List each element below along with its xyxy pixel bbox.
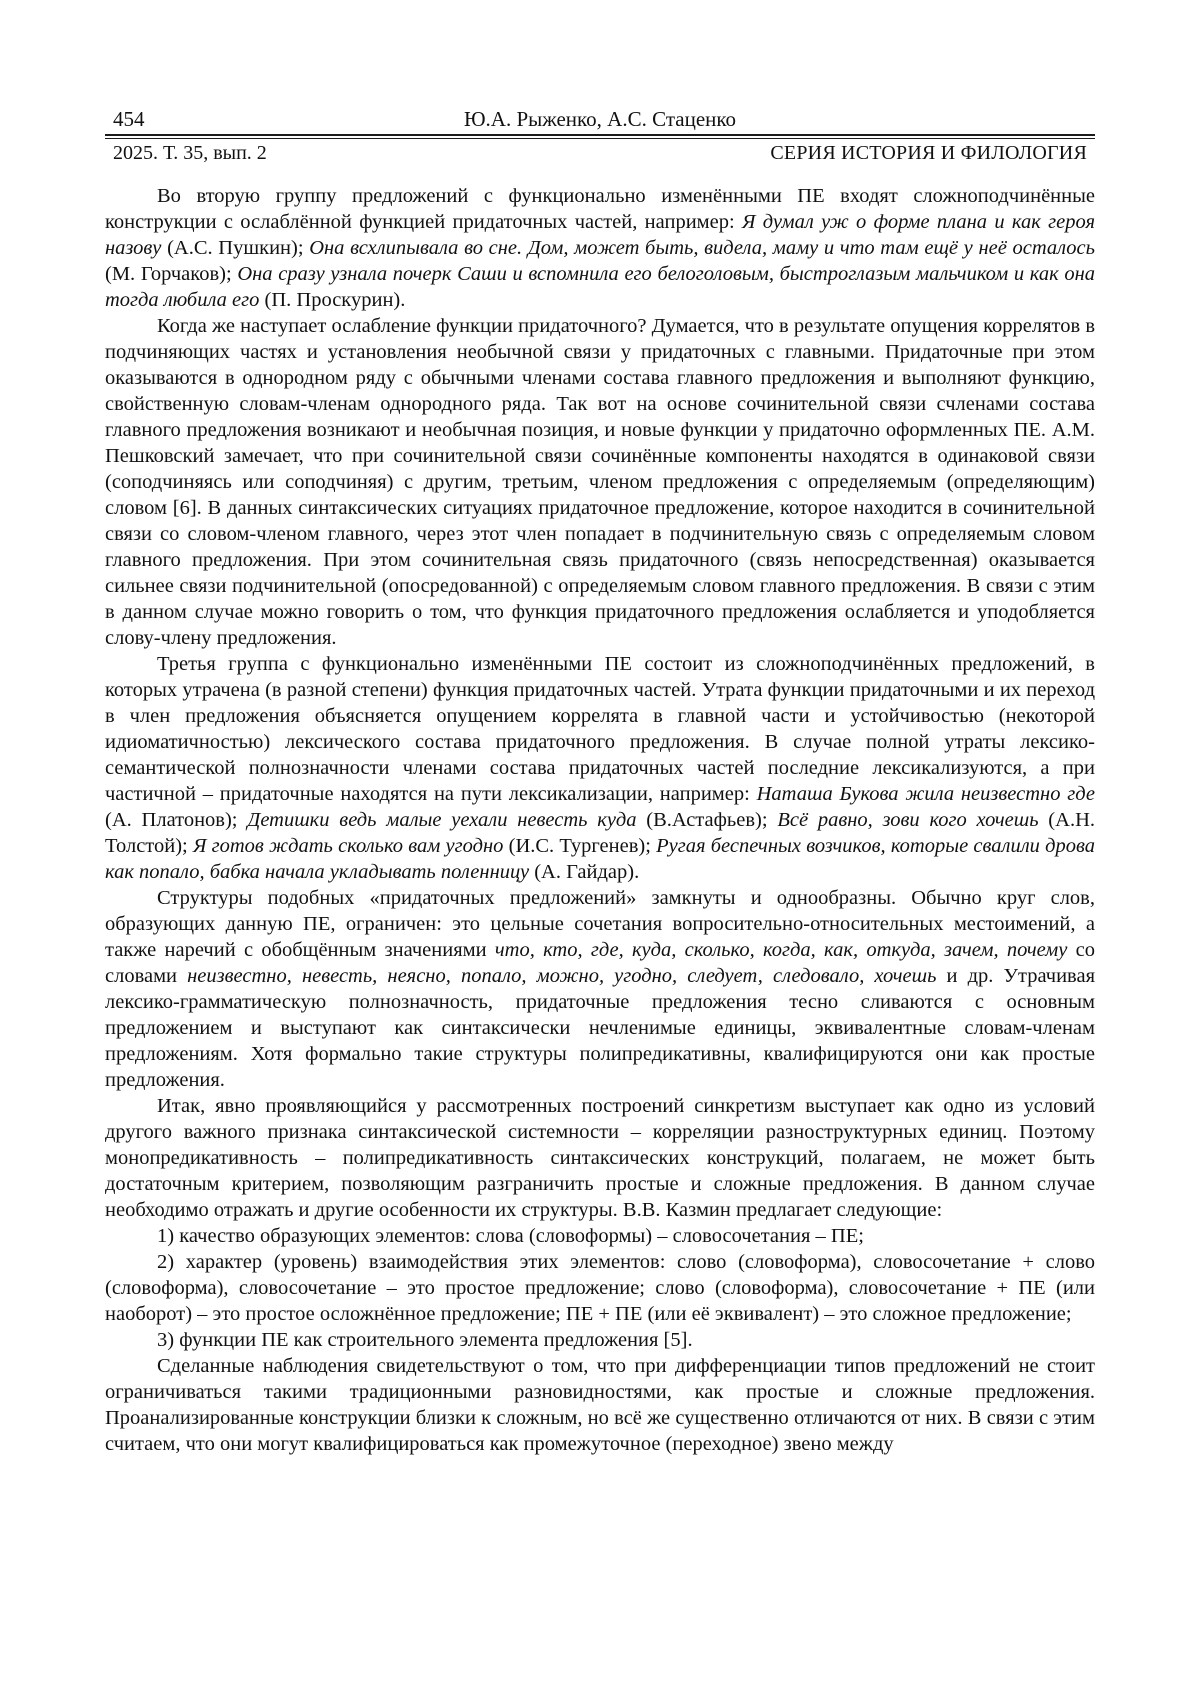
text-run: Во вторую группу предложений с функционально изменёнными ПЕ входят сложноподчинённые конструкции с ослаблённой функцией придаточных частей, например: <box>105 185 1095 233</box>
example-italic-run: Она всхлипывала во сне. Дом, может быть, видела, маму и что там ещё у неё осталось <box>309 237 1095 259</box>
example-italic-run: Детишки ведь малые уехали невесть куда <box>247 809 637 831</box>
text-run: (П. Проскурин). <box>259 289 406 311</box>
text-run: (И.С. Тургенев); <box>503 835 657 857</box>
running-head-row-top <box>105 106 1095 132</box>
series-title: СЕРИЯ ИСТОРИЯ И ФИЛОЛОГИЯ <box>770 142 1087 164</box>
text-run: (А.С. Пушкин); <box>161 237 310 259</box>
text-run: (А.Н. Толстой); <box>105 809 1095 857</box>
example-italic-run: Я готов ждать сколько вам угодно <box>192 835 504 857</box>
text-run: Третья группа с функционально изменёнными ПЕ состоит из сложноподчинённых предложений, в которых утрачена (в разной степени) функция придаточных частей. Утрата функции придаточными и их переход в член предложения объясняется опущением коррелята в главной части и устойчивостью (некоторой идиоматичностью) лексического состава придаточного предложения. В случае полной утраты лексико-семантической полнозначности членами состава придаточных частей последние лексикализуются, а при частичной – придаточные находятся на пути лексикализации, например: <box>105 653 1095 805</box>
body-paragraph <box>105 183 1095 313</box>
body-paragraph <box>105 1353 1095 1457</box>
body-paragraph <box>105 1249 1095 1327</box>
article-text <box>105 183 1095 1457</box>
example-italic-run: Я думал уж о форме плана и как героя назову <box>105 211 1095 259</box>
example-italic-run: неизвестно, невесть, неясно, попало, можно, угодно, следует, следовало, хочешь <box>187 965 937 987</box>
running-head-row-bottom <box>105 141 1095 166</box>
text-run: Итак, явно проявляющийся у рассмотренных построений синкретизм выступает как одно из условий другого важного признака синтаксической системности – корреляции разноструктурных единиц. Поэтому монопредикативность – полипредикативность синтаксических конструкций, полагаем, не может быть достаточным критерием, позволяющим разграничить простые и сложные предложения. В данном случае необходимо отражать и другие особенности их структуры. В.В. Казмин предлагает следующие: <box>105 1095 1095 1221</box>
text-run: 3) функции ПЕ как строительного элемента предложения [5]. <box>157 1329 693 1351</box>
example-italic-run: Всё равно, зови кого хочешь <box>777 809 1039 831</box>
page-number: 454 <box>113 107 145 131</box>
volume-issue-info: 2025. Т. 35, вып. 2 <box>113 142 267 164</box>
text-run: (М. Горчаков); <box>105 263 238 285</box>
body-paragraph <box>105 651 1095 885</box>
text-run: и др. Утрачивая лексико-грамматическую полнозначность, придаточные предложения тесно сливаются с основным предложением и выступают как синтаксически нечленимые единицы, эквивалентные словам-членам предложениям. Хотя формально такие структуры полипредикативны, квалифицируются они как простые предложения. <box>105 965 1095 1091</box>
text-run: Сделанные наблюдения свидетельствуют о том, что при дифференциации типов предложений не стоит ограничиваться такими традиционными разновидностями, как простые и сложные предложения. Проанализированные конструкции близки к сложным, но всё же существенно отличаются от них. В связи с этим считаем, что они могут квалифицироваться как промежуточное (переходное) звено между <box>105 1355 1095 1455</box>
text-run: (В.Астафьев); <box>636 809 778 831</box>
body-paragraph <box>105 885 1095 1093</box>
authors-line: Ю.А. Рыженко, А.С. Стаценко <box>463 107 737 131</box>
running-head <box>105 106 1095 166</box>
body-paragraph <box>105 1093 1095 1223</box>
text-run: (А. Платонов); <box>105 809 248 831</box>
example-italic-run: Ругая беспечных возчиков, которые свалили дрова как попало, бабка начала укладывать поленницу <box>105 835 1095 883</box>
body-paragraph <box>105 1223 1095 1249</box>
text-run: (А. Гайдар). <box>529 861 640 883</box>
example-italic-run: Она сразу узнала почерк Саши и вспомнила его белоголовым, быстроглазым мальчиком и как она тогда любила его <box>105 263 1095 311</box>
text-run: Когда же наступает ослабление функции придаточного? Думается, что в результате опущения коррелятов в подчиняющих частях и установления необычной связи у придаточных с главными. Придаточные при этом оказываются в однородном ряду с обычными членами состава главного предложения и выполняют функцию, свойственную словам-членам однородного ряда. Так вот на основе сочинительной связи счленами состава главного предложения возникают и необычная позиция, и новые функции у придаточно оформленных ПЕ. А.М. Пешковский замечает, что при сочинительной связи сочинённые компоненты находятся в одинаковой связи (соподчиняясь или соподчиняя) с другим, третьим, членом предложения с определяемым (определяющим) словом [6]. В данных синтаксических ситуациях придаточное предложение, которое находится в сочинительной связи со словом-членом главного, через этот член попадает в подчинительную связь с определяемым словом главного предложения. При этом сочинительная связь придаточного (связь непосредственная) оказывается сильнее связи подчинительной (опосредованной) с определяемым словом главного предложения. В связи с этим в данном случае можно говорить о том, что функция придаточного предложения ослабляется и уподобляется слову-члену предложения. <box>105 315 1095 649</box>
example-italic-run: что, кто, где, куда, сколько, когда, как, откуда, зачем, почему <box>494 939 1068 961</box>
header-divider-rule <box>105 134 1095 139</box>
body-paragraph <box>105 1327 1095 1353</box>
body-paragraph <box>105 313 1095 651</box>
text-run: 1) качество образующих элементов: слова (словоформы) – словосочетания – ПЕ; <box>157 1225 864 1247</box>
example-italic-run: Наташа Букова жила неизвестно где <box>756 783 1095 805</box>
text-run: со словами <box>105 939 1095 987</box>
text-run: Структуры подобных «придаточных предложений» замкнуты и однообразны. Обычно круг слов, образующих данную ПЕ, ограничен: это цельные сочетания вопросительно-относительных местоимений, а также наречий с обобщённым значениями <box>105 887 1095 961</box>
text-run: 2) характер (уровень) взаимодействия этих элементов: слово (словоформа), словосочетание + слово (словоформа), словосочетание – это простое предложение; слово (словоформа), словосочетание + ПЕ (или наоборот) – это простое осложнённое предложение; ПЕ + ПЕ (или её эквивалент) – это сложное предложение; <box>105 1251 1095 1325</box>
